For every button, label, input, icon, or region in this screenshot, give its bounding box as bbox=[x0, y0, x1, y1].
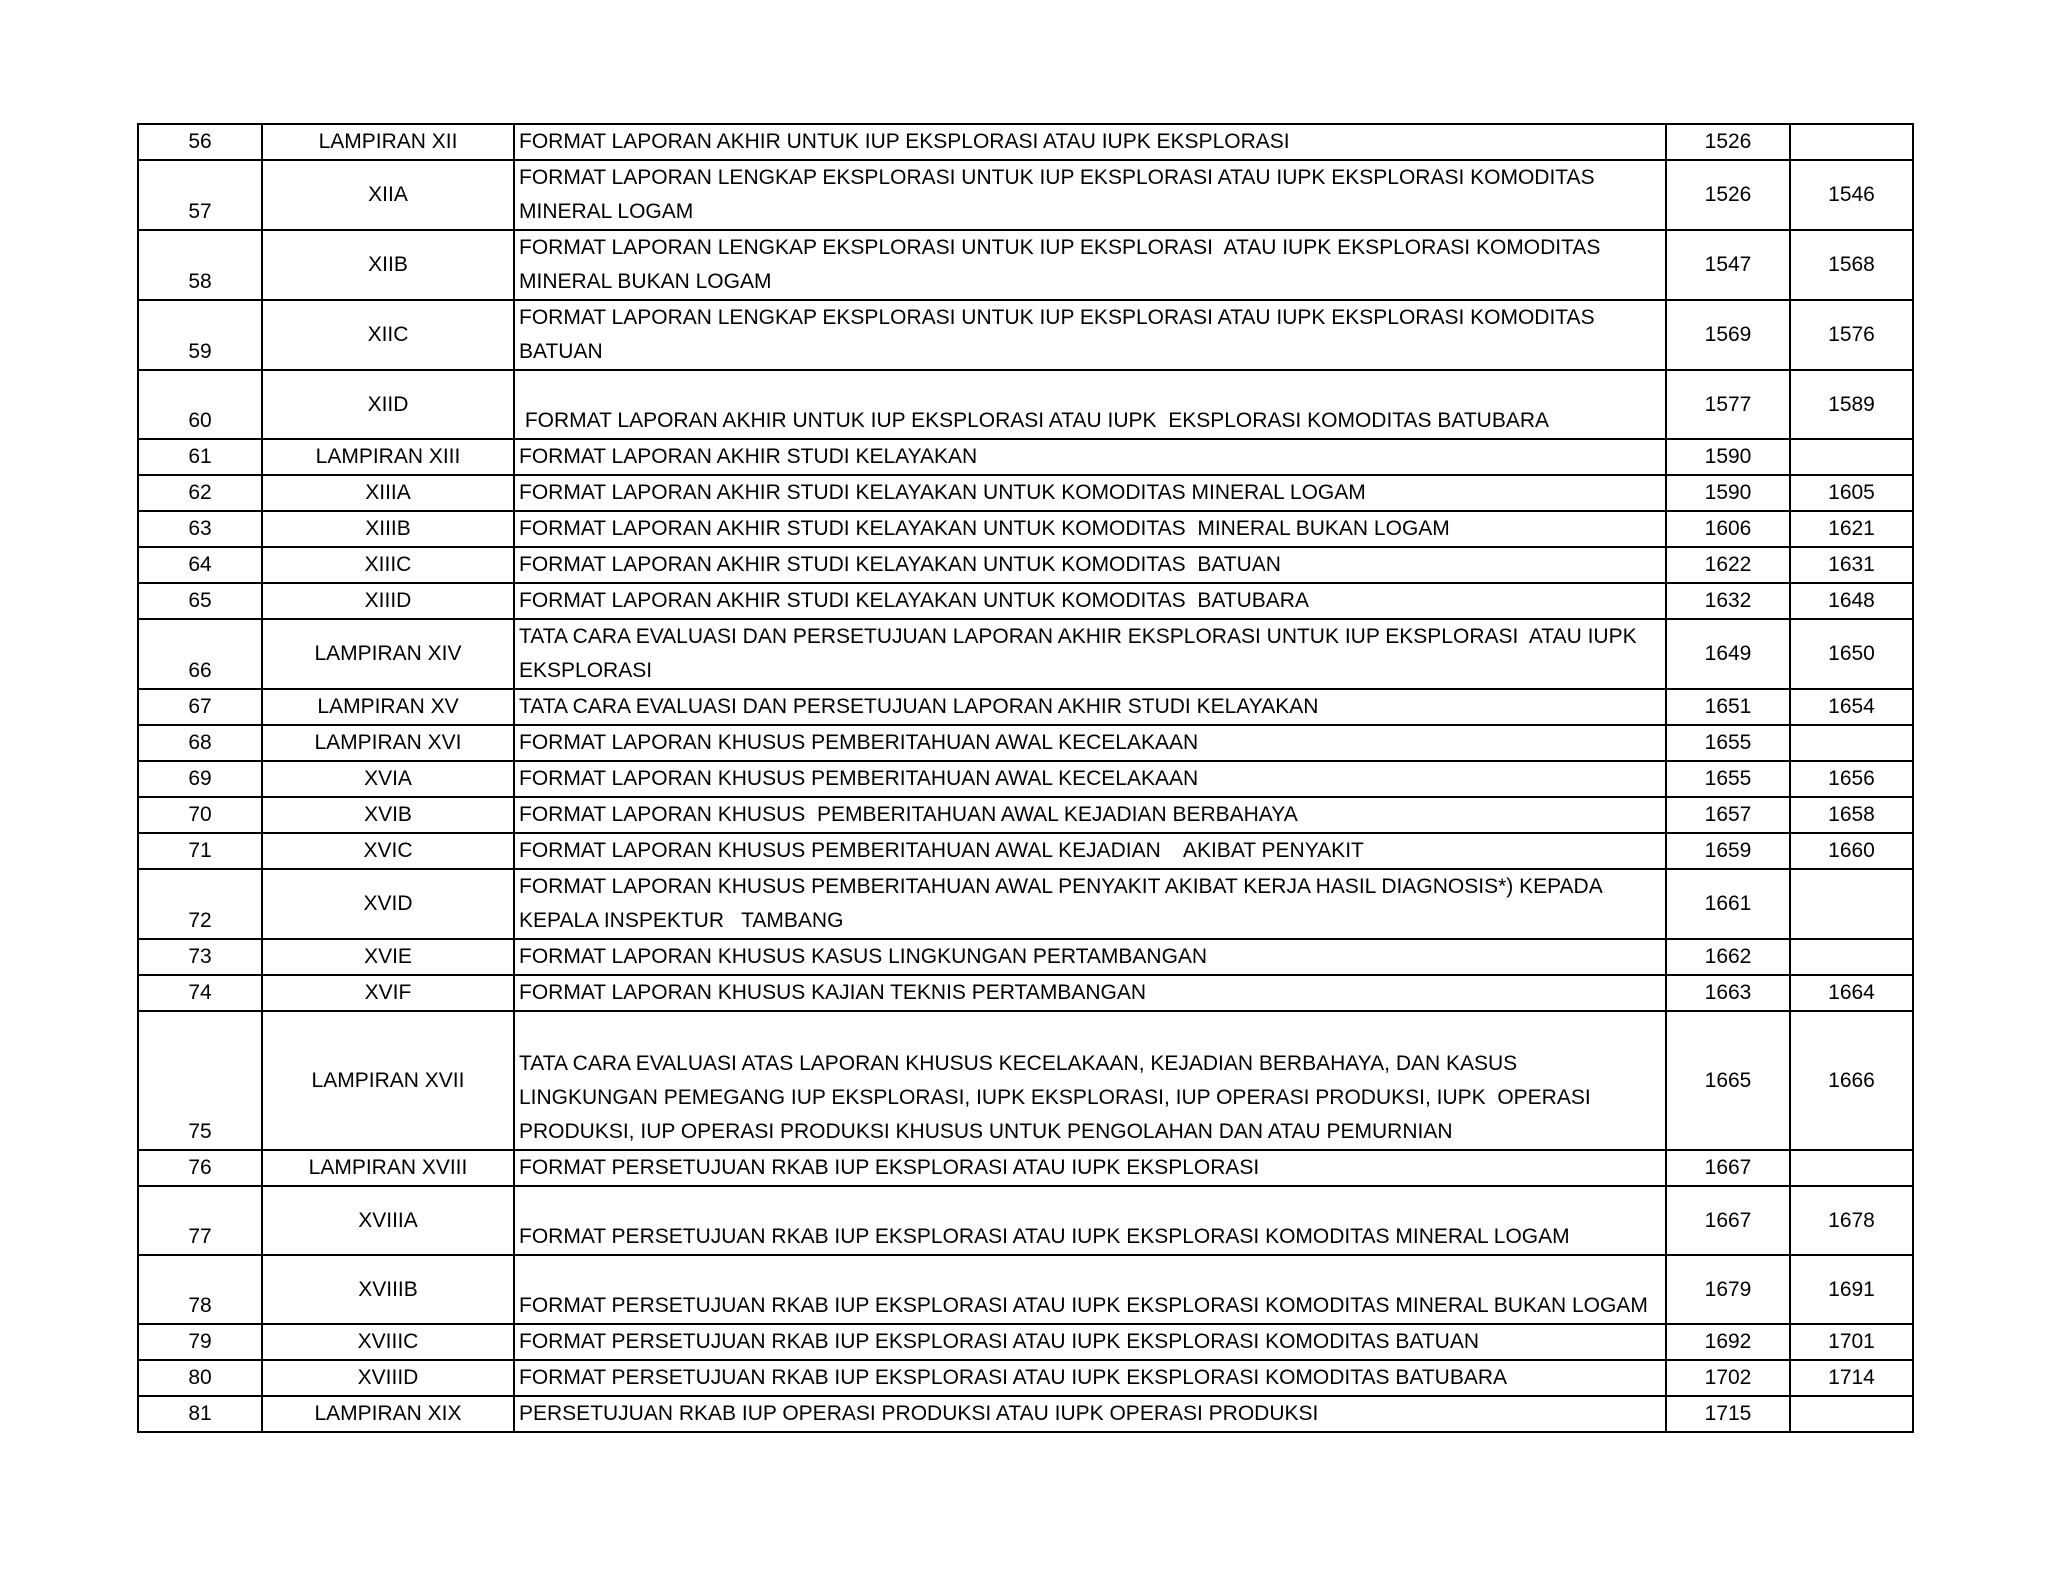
page-end: 1678 bbox=[1790, 1186, 1913, 1255]
row-number: 72 bbox=[138, 869, 262, 939]
row-number: 77 bbox=[138, 1186, 262, 1255]
table-row bbox=[138, 370, 1913, 439]
page-start: 1547 bbox=[1666, 230, 1790, 300]
page-start: 1663 bbox=[1666, 975, 1790, 1011]
page-end bbox=[1790, 439, 1913, 475]
page-end: 1656 bbox=[1790, 761, 1913, 797]
document-title: TATA CARA EVALUASI DAN PERSETUJUAN LAPORAN AKHIR EKSPLORASI UNTUK IUP EKSPLORASI ATAU IUPK EKSPLORASI bbox=[514, 619, 1666, 689]
document-title: FORMAT LAPORAN AKHIR STUDI KELAYAKAN UNTUK KOMODITAS BATUBARA bbox=[514, 583, 1666, 619]
row-number: 67 bbox=[138, 689, 262, 725]
row-number: 71 bbox=[138, 833, 262, 869]
table-row bbox=[138, 511, 1913, 547]
page-end: 1568 bbox=[1790, 230, 1913, 300]
page-start: 1651 bbox=[1666, 689, 1790, 725]
page-end: 1631 bbox=[1790, 547, 1913, 583]
lampiran-label: XVIB bbox=[262, 797, 514, 833]
lampiran-label: XIIIC bbox=[262, 547, 514, 583]
document-title: TATA CARA EVALUASI DAN PERSETUJUAN LAPORAN AKHIR STUDI KELAYAKAN bbox=[514, 689, 1666, 725]
table-row bbox=[138, 230, 1913, 300]
page-end: 1666 bbox=[1790, 1011, 1913, 1150]
page-start: 1622 bbox=[1666, 547, 1790, 583]
page-start: 1577 bbox=[1666, 370, 1790, 439]
lampiran-label: XIIA bbox=[262, 160, 514, 230]
document-title: FORMAT LAPORAN KHUSUS PEMBERITAHUAN AWAL PENYAKIT AKIBAT KERJA HASIL DIAGNOSIS*) KEPADA KEPALA INSPEKTUR TAMBANG bbox=[514, 869, 1666, 939]
page-end: 1546 bbox=[1790, 160, 1913, 230]
table-row bbox=[138, 975, 1913, 1011]
page-start: 1667 bbox=[1666, 1150, 1790, 1186]
lampiran-label: LAMPIRAN XVIII bbox=[262, 1150, 514, 1186]
page-end: 1654 bbox=[1790, 689, 1913, 725]
lampiran-label: LAMPIRAN XII bbox=[262, 124, 514, 160]
lampiran-label: XVIA bbox=[262, 761, 514, 797]
page-end: 1650 bbox=[1790, 619, 1913, 689]
document-title: FORMAT LAPORAN KHUSUS PEMBERITAHUAN AWAL KEJADIAN BERBAHAYA bbox=[514, 797, 1666, 833]
lampiran-label: XIIB bbox=[262, 230, 514, 300]
lampiran-label: XVID bbox=[262, 869, 514, 939]
page-end: 1691 bbox=[1790, 1255, 1913, 1324]
table-row bbox=[138, 1011, 1913, 1150]
lampiran-label: XVIE bbox=[262, 939, 514, 975]
page-start: 1655 bbox=[1666, 761, 1790, 797]
page-end bbox=[1790, 124, 1913, 160]
table-row bbox=[138, 939, 1913, 975]
row-number: 79 bbox=[138, 1324, 262, 1360]
page-start: 1662 bbox=[1666, 939, 1790, 975]
lampiran-label: XIIIA bbox=[262, 475, 514, 511]
lampiran-label: XIIID bbox=[262, 583, 514, 619]
page-start: 1657 bbox=[1666, 797, 1790, 833]
page-end: 1621 bbox=[1790, 511, 1913, 547]
row-number: 69 bbox=[138, 761, 262, 797]
page-end bbox=[1790, 939, 1913, 975]
lampiran-label: LAMPIRAN XVI bbox=[262, 725, 514, 761]
row-number: 78 bbox=[138, 1255, 262, 1324]
row-number: 81 bbox=[138, 1396, 262, 1432]
table-row bbox=[138, 619, 1913, 689]
page-start: 1692 bbox=[1666, 1324, 1790, 1360]
table-row bbox=[138, 1186, 1913, 1255]
table-row bbox=[138, 689, 1913, 725]
table-row bbox=[138, 797, 1913, 833]
document-title: FORMAT LAPORAN AKHIR STUDI KELAYAKAN bbox=[514, 439, 1666, 475]
lampiran-label: XVIC bbox=[262, 833, 514, 869]
page-end: 1648 bbox=[1790, 583, 1913, 619]
page-start: 1569 bbox=[1666, 300, 1790, 370]
table-row bbox=[138, 475, 1913, 511]
page-end: 1658 bbox=[1790, 797, 1913, 833]
document-title: TATA CARA EVALUASI ATAS LAPORAN KHUSUS KECELAKAAN, KEJADIAN BERBAHAYA, DAN KASUS LINGKUNGAN PEMEGANG IUP EKSPLORASI, IUPK EKSPLORASI, IUP OPERASI PRODUKSI, IUPK OPERASI PRODUKSI, IUP OPERASI PRODUKSI KHUSUS UNTUK PENGOLAHAN DAN ATAU PEMURNIAN bbox=[514, 1011, 1666, 1150]
row-number: 76 bbox=[138, 1150, 262, 1186]
document-title: FORMAT LAPORAN KHUSUS PEMBERITAHUAN AWAL KEJADIAN AKIBAT PENYAKIT bbox=[514, 833, 1666, 869]
page-start: 1590 bbox=[1666, 439, 1790, 475]
page-start: 1679 bbox=[1666, 1255, 1790, 1324]
document-title: FORMAT PERSETUJUAN RKAB IUP EKSPLORASI ATAU IUPK EKSPLORASI KOMODITAS MINERAL LOGAM bbox=[514, 1186, 1666, 1255]
row-number: 65 bbox=[138, 583, 262, 619]
page-start: 1590 bbox=[1666, 475, 1790, 511]
page-start: 1661 bbox=[1666, 869, 1790, 939]
table-row bbox=[138, 124, 1913, 160]
page-end: 1701 bbox=[1790, 1324, 1913, 1360]
table-body bbox=[138, 124, 1913, 1432]
document-title: FORMAT LAPORAN LENGKAP EKSPLORASI UNTUK IUP EKSPLORASI ATAU IUPK EKSPLORASI KOMODITAS BATUAN bbox=[514, 300, 1666, 370]
row-number: 61 bbox=[138, 439, 262, 475]
row-number: 68 bbox=[138, 725, 262, 761]
page-start: 1649 bbox=[1666, 619, 1790, 689]
lampiran-label: XVIIID bbox=[262, 1360, 514, 1396]
table-row bbox=[138, 547, 1913, 583]
table-row bbox=[138, 869, 1913, 939]
lampiran-label: LAMPIRAN XV bbox=[262, 689, 514, 725]
document-title: FORMAT LAPORAN AKHIR UNTUK IUP EKSPLORASI ATAU IUPK EKSPLORASI KOMODITAS BATUBARA bbox=[514, 370, 1666, 439]
page-end bbox=[1790, 725, 1913, 761]
document-title: PERSETUJUAN RKAB IUP OPERASI PRODUKSI ATAU IUPK OPERASI PRODUKSI bbox=[514, 1396, 1666, 1432]
document-title: FORMAT LAPORAN KHUSUS KASUS LINGKUNGAN PERTAMBANGAN bbox=[514, 939, 1666, 975]
document-title: FORMAT LAPORAN KHUSUS KAJIAN TEKNIS PERTAMBANGAN bbox=[514, 975, 1666, 1011]
page-start: 1715 bbox=[1666, 1396, 1790, 1432]
document-title: FORMAT PERSETUJUAN RKAB IUP EKSPLORASI ATAU IUPK EKSPLORASI bbox=[514, 1150, 1666, 1186]
page-start: 1606 bbox=[1666, 511, 1790, 547]
page-end: 1664 bbox=[1790, 975, 1913, 1011]
lampiran-label: XIIIB bbox=[262, 511, 514, 547]
page-start: 1526 bbox=[1666, 124, 1790, 160]
table-row bbox=[138, 300, 1913, 370]
page-start: 1665 bbox=[1666, 1011, 1790, 1150]
lampiran-label: XIIC bbox=[262, 300, 514, 370]
lampiran-label: LAMPIRAN XIII bbox=[262, 439, 514, 475]
row-number: 74 bbox=[138, 975, 262, 1011]
page-start: 1667 bbox=[1666, 1186, 1790, 1255]
row-number: 70 bbox=[138, 797, 262, 833]
table-row bbox=[138, 1396, 1913, 1432]
row-number: 75 bbox=[138, 1011, 262, 1150]
table-row bbox=[138, 1255, 1913, 1324]
page-end: 1576 bbox=[1790, 300, 1913, 370]
page-end: 1605 bbox=[1790, 475, 1913, 511]
page-end bbox=[1790, 1396, 1913, 1432]
table-row bbox=[138, 1150, 1913, 1186]
row-number: 56 bbox=[138, 124, 262, 160]
document-title: FORMAT LAPORAN LENGKAP EKSPLORASI UNTUK IUP EKSPLORASI ATAU IUPK EKSPLORASI KOMODITAS MINERAL LOGAM bbox=[514, 160, 1666, 230]
lampiran-label: LAMPIRAN XVII bbox=[262, 1011, 514, 1150]
table-row bbox=[138, 761, 1913, 797]
row-number: 66 bbox=[138, 619, 262, 689]
document-title: FORMAT LAPORAN AKHIR STUDI KELAYAKAN UNTUK KOMODITAS MINERAL BUKAN LOGAM bbox=[514, 511, 1666, 547]
row-number: 63 bbox=[138, 511, 262, 547]
table-row bbox=[138, 439, 1913, 475]
lampiran-label: XVIIIC bbox=[262, 1324, 514, 1360]
lampiran-label: XVIIIA bbox=[262, 1186, 514, 1255]
row-number: 57 bbox=[138, 160, 262, 230]
lampiran-label: LAMPIRAN XIX bbox=[262, 1396, 514, 1432]
document-title: FORMAT PERSETUJUAN RKAB IUP EKSPLORASI ATAU IUPK EKSPLORASI KOMODITAS MINERAL BUKAN LOGAM bbox=[514, 1255, 1666, 1324]
table-row bbox=[138, 1324, 1913, 1360]
lampiran-label: LAMPIRAN XIV bbox=[262, 619, 514, 689]
document-title: FORMAT LAPORAN KHUSUS PEMBERITAHUAN AWAL KECELAKAAN bbox=[514, 725, 1666, 761]
row-number: 73 bbox=[138, 939, 262, 975]
lampiran-label: XIID bbox=[262, 370, 514, 439]
row-number: 58 bbox=[138, 230, 262, 300]
appendix-index-table bbox=[137, 123, 1914, 1433]
table-row bbox=[138, 833, 1913, 869]
table-row bbox=[138, 160, 1913, 230]
lampiran-label: XVIIIB bbox=[262, 1255, 514, 1324]
page-end: 1660 bbox=[1790, 833, 1913, 869]
document-title: FORMAT LAPORAN AKHIR STUDI KELAYAKAN UNTUK KOMODITAS BATUAN bbox=[514, 547, 1666, 583]
page-start: 1659 bbox=[1666, 833, 1790, 869]
lampiran-label: XVIF bbox=[262, 975, 514, 1011]
document-title: FORMAT PERSETUJUAN RKAB IUP EKSPLORASI ATAU IUPK EKSPLORASI KOMODITAS BATUBARA bbox=[514, 1360, 1666, 1396]
row-number: 64 bbox=[138, 547, 262, 583]
document-title: FORMAT LAPORAN LENGKAP EKSPLORASI UNTUK IUP EKSPLORASI ATAU IUPK EKSPLORASI KOMODITAS MINERAL BUKAN LOGAM bbox=[514, 230, 1666, 300]
row-number: 80 bbox=[138, 1360, 262, 1396]
page-end bbox=[1790, 869, 1913, 939]
table-row bbox=[138, 1360, 1913, 1396]
document-title: FORMAT LAPORAN AKHIR STUDI KELAYAKAN UNTUK KOMODITAS MINERAL LOGAM bbox=[514, 475, 1666, 511]
table-row bbox=[138, 583, 1913, 619]
row-number: 62 bbox=[138, 475, 262, 511]
page-start: 1632 bbox=[1666, 583, 1790, 619]
document-title: FORMAT LAPORAN KHUSUS PEMBERITAHUAN AWAL KECELAKAAN bbox=[514, 761, 1666, 797]
table-row bbox=[138, 725, 1913, 761]
page-start: 1702 bbox=[1666, 1360, 1790, 1396]
page-start: 1655 bbox=[1666, 725, 1790, 761]
page-end bbox=[1790, 1150, 1913, 1186]
page-end: 1589 bbox=[1790, 370, 1913, 439]
row-number: 60 bbox=[138, 370, 262, 439]
document-title: FORMAT LAPORAN AKHIR UNTUK IUP EKSPLORASI ATAU IUPK EKSPLORASI bbox=[514, 124, 1666, 160]
document-title: FORMAT PERSETUJUAN RKAB IUP EKSPLORASI ATAU IUPK EKSPLORASI KOMODITAS BATUAN bbox=[514, 1324, 1666, 1360]
page-start: 1526 bbox=[1666, 160, 1790, 230]
row-number: 59 bbox=[138, 300, 262, 370]
page-end: 1714 bbox=[1790, 1360, 1913, 1396]
